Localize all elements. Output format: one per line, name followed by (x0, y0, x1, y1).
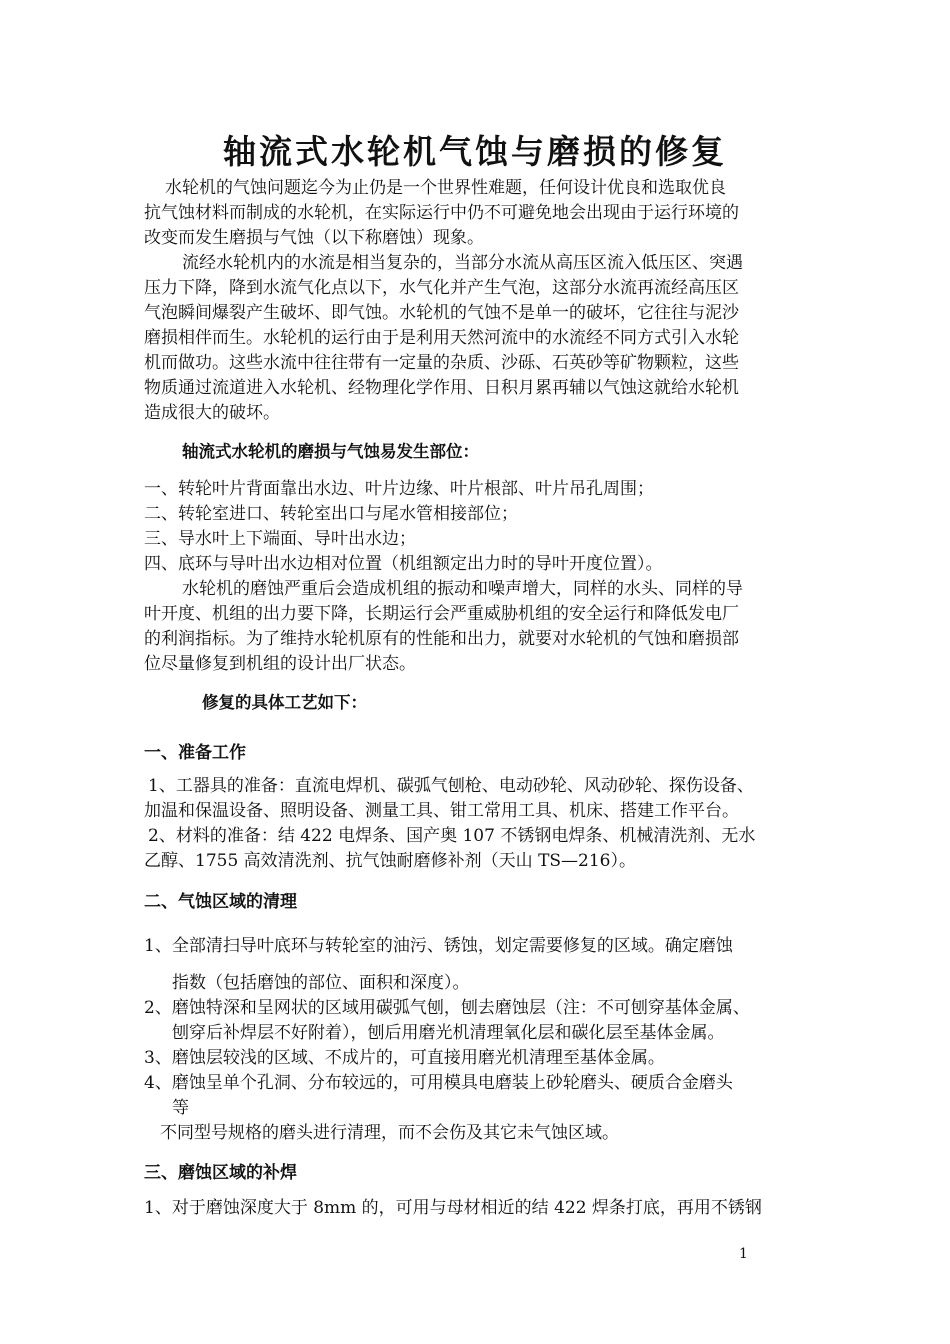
page-number: 1 (739, 1246, 748, 1262)
para3-line-3: 的利润指标。为了维持水轮机原有的性能和出力，就要对水轮机的气蚀和磨损部 (144, 629, 739, 649)
section2-line-4: 刨穿后补焊层不好附着），刨后用磨光机清理氧化层和碳化层至基体金属。 (172, 1023, 725, 1043)
section2-line-1: 1、全部清扫导叶底环与转轮室的油污、锈蚀，划定需要修复的区域。确定磨蚀 (144, 936, 733, 956)
section1-line-1: 1、工器具的准备：直流电焊机、碳弧气刨枪、电动砂轮、风动砂轮、探伤设备、 (148, 776, 754, 796)
intro-line-1: 水轮机的气蚀问题迄今为止仍是一个世界性难题，任何设计优良和选取优良 (165, 178, 726, 198)
para2-line-5: 机而做功。这些水流中往往带有一定量的杂质、沙砾、石英砂等矿物颗粒，这些 (144, 353, 739, 373)
section2-line-3: 2、磨蚀特深和呈网状的区域用碳弧气刨，刨去磨蚀层（注：不可刨穿基体金属、 (144, 998, 750, 1018)
section1-line-4: 乙醇、1755 高效清洗剂、抗气蚀耐磨修补剂（天山 TS—216）。 (144, 851, 637, 871)
part-item-1: 一、转轮叶片背面靠出水边、叶片边缘、叶片根部、叶片吊孔周围； (144, 479, 654, 499)
para3-line-1: 水轮机的磨蚀严重后会造成机组的振动和噪声增大，同样的水头、同样的导 (182, 579, 743, 599)
part-item-2: 二、转轮室进口、转轮室出口与尾水管相接部位； (144, 504, 518, 524)
section2-line-7: 等 (172, 1098, 189, 1118)
para3-line-4: 位尽量修复到机组的设计出厂状态。 (144, 654, 416, 674)
subheading-parts: 轴流式水轮机的磨损与气蚀易发生部位： (182, 442, 479, 461)
section2-line-2: 指数（包括磨蚀的部位、面积和深度）。 (172, 973, 470, 993)
para2-line-1: 流经水轮机内的水流是相当复杂的，当部分水流从高压区流入低压区、突遇 (182, 253, 743, 273)
section3-heading: 三、磨蚀区域的补焊 (144, 1163, 297, 1183)
para2-line-6: 物质通过流道进入水轮机、经物理化学作用、日积月累再辅以气蚀这就给水轮机 (144, 378, 739, 398)
para2-line-4: 磨损相伴而生。水轮机的运行由于是利用天然河流中的水流经不同方式引入水轮 (144, 328, 739, 348)
part-item-3: 三、导水叶上下端面、导叶出水边； (144, 529, 416, 549)
intro-line-2: 抗气蚀材料而制成的水轮机，在实际运行中仍不可避免地会出现由于运行环境的 (144, 203, 739, 223)
section1-line-3: 2、材料的准备：结 422 电焊条、国产奥 107 不锈钢电焊条、机械清洗剂、无水 (148, 826, 756, 846)
section2-line-8: 不同型号规格的磨头进行清理，而不会伤及其它未气蚀区域。 (160, 1123, 619, 1143)
section1-line-2: 加温和保温设备、照明设备、测量工具、钳工常用工具、机床、搭建工作平台。 (144, 801, 739, 821)
section2-line-5: 3、磨蚀层较浅的区域、不成片的，可直接用磨光机清理至基体金属。 (144, 1048, 665, 1068)
section2-heading: 二、气蚀区域的清理 (144, 892, 297, 912)
para3-line-2: 叶开度、机组的出力要下降，长期运行会严重威胁机组的安全运行和降低发电厂 (144, 604, 739, 624)
para2-line-3: 气泡瞬间爆裂产生破坏、即气蚀。水轮机的气蚀不是单一的破坏，它往往与泥沙 (144, 303, 739, 323)
section3-line-1: 1、对于磨蚀深度大于 8mm 的，可用与母材相近的结 422 焊条打底，再用不锈钢 (144, 1198, 762, 1218)
para2-line-7: 造成很大的破坏。 (144, 403, 280, 423)
intro-line-3: 改变而发生磨损与气蚀（以下称磨蚀）现象。 (144, 228, 484, 248)
section2-line-6: 4、磨蚀呈单个孔洞、分布较远的，可用模具电磨装上砂轮磨头、硬质合金磨头 (144, 1073, 733, 1093)
section1-heading: 一、准备工作 (144, 743, 246, 763)
para2-line-2: 压力下降，降到水流气化点以下，水气化并产生气泡，这部分水流再流经高压区 (144, 278, 739, 298)
document-title: 轴流式水轮机气蚀与磨损的修复 (223, 132, 727, 171)
part-item-4: 四、底环与导叶出水边相对位置（机组额定出力时的导叶开度位置）。 (144, 554, 663, 574)
subheading-process: 修复的具体工艺如下： (202, 693, 367, 712)
